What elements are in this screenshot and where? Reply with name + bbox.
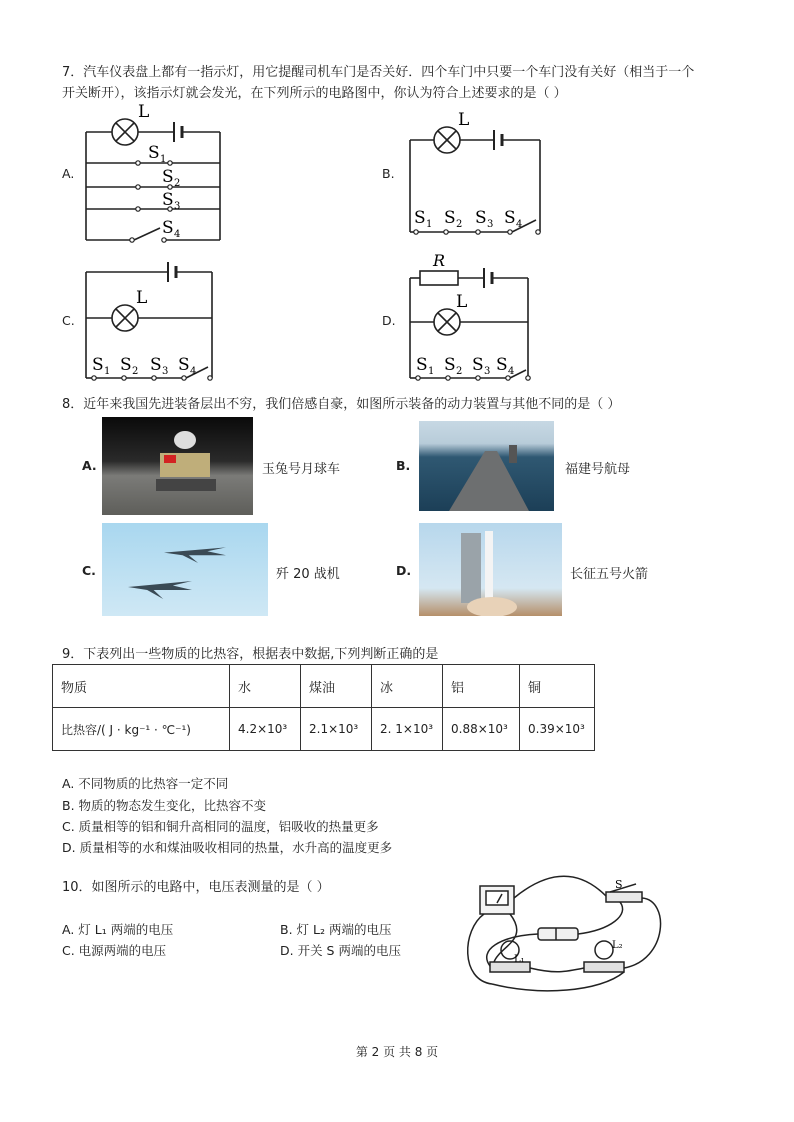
table-cell: 铝 xyxy=(443,665,520,708)
table-cell: 0.39×10³ xyxy=(520,708,595,751)
circuit-a-s4: S xyxy=(162,218,174,238)
circuit-d-resistor-label: R xyxy=(433,251,446,270)
q9-stem: 9．下表列出一些物质的比热容，根据表中数据,下列判断正确的是 xyxy=(62,647,439,662)
circuit-d-s3-sub: 3 xyxy=(484,366,491,377)
circuit-a-s2-sub: 2 xyxy=(174,178,181,189)
q10-switch-label: S xyxy=(615,878,623,891)
q8-option-d-caption: 长征五号火箭 xyxy=(570,567,649,582)
table-cell: 煤油 xyxy=(301,665,372,708)
q10-option-d: D. 开关 S 两端的电压 xyxy=(280,943,401,958)
table-cell: 4.2×10³ xyxy=(230,708,301,751)
circuit-c-s1: S xyxy=(92,355,104,375)
q10-stem: 10．如图所示的电路中，电压表测量的是（ ） xyxy=(62,880,330,895)
q10-l2-label: L₂ xyxy=(612,940,623,951)
q7-option-d-label: D. xyxy=(382,313,396,328)
q9-option-c: C. 质量相等的铝和铜升高相同的温度，铝吸收的热量更多 xyxy=(62,819,379,834)
table-cell: 铜 xyxy=(520,665,595,708)
q7-stem-line1: 7．汽车仪表盘上都有一指示灯，用它提醒司机车门是否关好．四个车门中只要一个车门没有关好（相当于一个 xyxy=(62,65,695,80)
circuit-b-s1-sub: 1 xyxy=(426,219,433,230)
q7-option-c-label: C. xyxy=(62,313,75,328)
circuit-b-s2: S xyxy=(444,208,456,228)
circuit-c-s1-sub: 1 xyxy=(104,366,111,377)
table-cell: 比热容/( J · kg⁻¹ · ℃⁻¹) xyxy=(53,708,230,751)
q8-option-c-caption: 歼 20 战机 xyxy=(276,567,340,582)
circuit-b-s3-sub: 3 xyxy=(487,219,494,230)
circuit-b-s1: S xyxy=(414,208,426,228)
circuit-b-s4-sub: 4 xyxy=(516,219,523,230)
circuit-a-s3: S xyxy=(162,190,174,210)
q10-option-b: B. 灯 L₂ 两端的电压 xyxy=(280,922,392,937)
circuit-d-s2: S xyxy=(444,355,456,375)
q8-option-b-caption: 福建号航母 xyxy=(565,462,631,477)
q8-stem: 8．近年来我国先进装备层出不穷，我们倍感自豪，如图所示装备的动力装置与其他不同的是（ ） xyxy=(62,397,621,412)
circuit-a-lamp-label: L xyxy=(138,102,150,122)
q7-option-b-label: B. xyxy=(382,166,395,181)
q8-option-a-letter: A. xyxy=(82,458,97,473)
circuit-d-s4: S xyxy=(496,355,508,375)
circuit-b-s4: S xyxy=(504,208,516,228)
table-cell: 2.1×10³ xyxy=(301,708,372,751)
q7-option-a-label: A. xyxy=(62,166,75,181)
circuit-b-s3: S xyxy=(475,208,487,228)
q10-option-a: A. 灯 L₁ 两端的电压 xyxy=(62,922,174,937)
table-cell: 物质 xyxy=(53,665,230,708)
circuit-b-s2-sub: 2 xyxy=(456,219,463,230)
circuit-c-s3-sub: 3 xyxy=(162,366,169,377)
q8-option-c-letter: C. xyxy=(82,563,96,578)
q10-l1-label: L₁ xyxy=(514,954,525,965)
circuit-c-s4-sub: 4 xyxy=(190,366,197,377)
q10-option-c: C. 电源两端的电压 xyxy=(62,943,167,958)
circuit-c-s4: S xyxy=(178,355,190,375)
circuit-a-s2: S xyxy=(162,167,174,187)
circuit-d-s1: S xyxy=(416,355,428,375)
circuit-a-s4-sub: 4 xyxy=(174,229,181,240)
table-cell: 水 xyxy=(230,665,301,708)
q7-stem-line2: 开关断开），该指示灯就会发光，在下列所示的电路图中，你认为符合上述要求的是（ ） xyxy=(62,86,567,101)
table-cell: 冰 xyxy=(372,665,443,708)
circuit-b-lamp-label: L xyxy=(458,110,470,130)
q8-option-b-letter: B. xyxy=(396,458,411,473)
circuit-d-lamp-label: L xyxy=(456,292,468,312)
circuit-d-s4-sub: 4 xyxy=(508,366,515,377)
table-cell: 0.88×10³ xyxy=(443,708,520,751)
q8-option-d-letter: D. xyxy=(396,563,412,578)
circuit-a-s3-sub: 3 xyxy=(174,201,181,212)
circuit-a-s1-sub: 1 xyxy=(160,154,167,165)
circuit-a-s1: S xyxy=(148,143,160,163)
circuit-c-s3: S xyxy=(150,355,162,375)
q9-option-b: B. 物质的物态发生变化，比热容不变 xyxy=(62,798,267,813)
circuit-c-s2-sub: 2 xyxy=(132,366,139,377)
q9-option-d: D. 质量相等的水和煤油吸收相同的热量，水升高的温度更多 xyxy=(62,840,393,855)
circuit-c-lamp-label: L xyxy=(136,288,148,308)
circuit-d-s1-sub: 1 xyxy=(428,366,435,377)
circuit-d-s2-sub: 2 xyxy=(456,366,463,377)
q9-option-a: A. 不同物质的比热容一定不同 xyxy=(62,776,229,791)
circuit-d-s3: S xyxy=(472,355,484,375)
page-footer: 第 2 页 共 8 页 xyxy=(355,1045,439,1059)
table-cell: 2. 1×10³ xyxy=(372,708,443,751)
q8-option-a-caption: 玉兔号月球车 xyxy=(262,462,341,477)
circuit-c-s2: S xyxy=(120,355,132,375)
